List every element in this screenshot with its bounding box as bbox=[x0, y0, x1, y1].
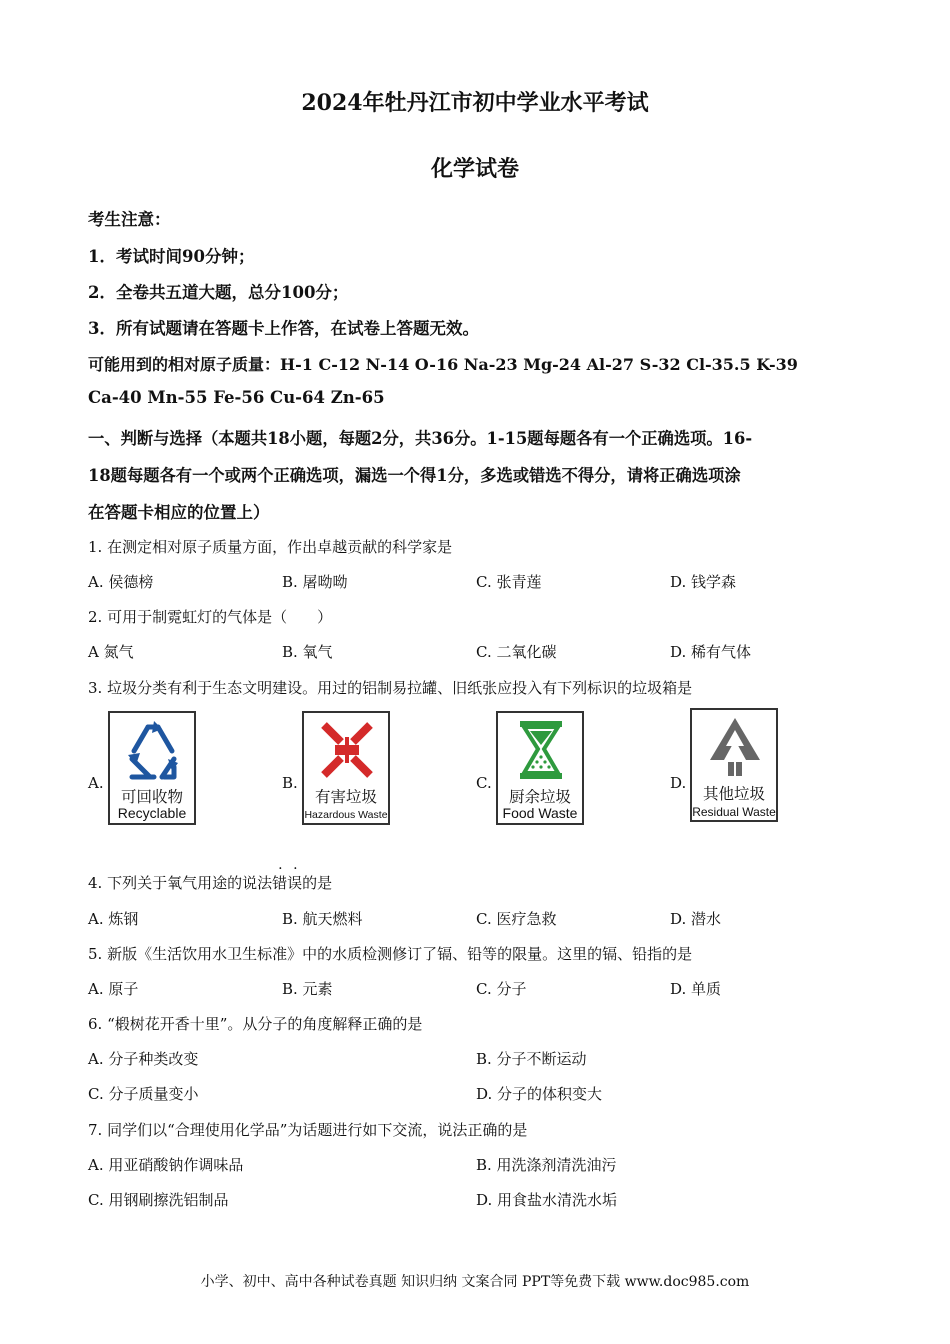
bin-label-en: Residual Waste bbox=[692, 805, 776, 819]
option-c: C. 分子质量变小 bbox=[88, 1085, 199, 1103]
option-d: D. 潜水 bbox=[670, 910, 722, 928]
section-heading: 18题每题各有一个或两个正确选项，漏选一个得1分，多选或错选不得分，请将正确选项涂 bbox=[88, 466, 741, 485]
bin-label-en: Food Waste bbox=[502, 805, 578, 821]
question-stem: 7. 同学们以“合理使用化学品”为话题进行如下交流，说法正确的是 bbox=[88, 1121, 528, 1139]
exam-subtitle: 化学试卷 bbox=[430, 156, 519, 182]
option-b: B. 屠呦呦 bbox=[282, 573, 348, 591]
question-stem: 5. 新版《生活饮用水卫生标准》中的水质检测修订了镉、铅等的限量。这里的镉、铅指的是 bbox=[88, 945, 693, 963]
notice-item: 3．所有试题请在答题卡上作答，在试卷上答题无效。 bbox=[88, 319, 479, 338]
option-d: D. 钱学森 bbox=[670, 573, 737, 591]
bin-label-en: Hazardous Waste bbox=[304, 809, 388, 821]
option-c: C. bbox=[476, 774, 492, 792]
option-c: C. 医疗急救 bbox=[476, 910, 557, 928]
question-stem: 1. 在测定相对原子质量方面，作出卓越贡献的科学家是 bbox=[88, 538, 453, 556]
option-c: C. 用钢刷擦洗铝制品 bbox=[88, 1191, 229, 1209]
atomic-mass-line: 可能用到的相对原子质量：H-1 C-12 N-14 O-16 Na-23 Mg-24 Al-27 S-32 Cl-35.5 K-39 bbox=[88, 355, 798, 374]
option-d: D. 分子的体积变大 bbox=[476, 1085, 603, 1103]
option-b: B. 航天燃料 bbox=[282, 910, 363, 928]
bin-label-zh: 有害垃圾 bbox=[314, 788, 377, 806]
stem-text: 的是 bbox=[302, 874, 333, 892]
stem-text: 4. 下列关于氧气用途的说法 bbox=[88, 874, 273, 892]
option-c: C. 二氧化碳 bbox=[476, 643, 557, 661]
option-c: C. 张青莲 bbox=[476, 573, 542, 591]
option-d: D. 稀有气体 bbox=[670, 643, 752, 661]
recyclable-bin-sign bbox=[108, 711, 196, 825]
option-d: D. bbox=[670, 774, 687, 792]
section-heading: 在答题卡相应的位置上） bbox=[88, 503, 270, 522]
emphasis-char: 误 bbox=[287, 874, 303, 892]
option-a: A. 用亚硝酸钠作调味品 bbox=[88, 1156, 244, 1174]
hazardous-bin-sign bbox=[302, 711, 390, 825]
recycle-arrows-icon bbox=[124, 719, 182, 781]
bin-label-en: Recyclable bbox=[117, 805, 187, 821]
option-d: D. 用食盐水清洗水垢 bbox=[476, 1191, 618, 1209]
option-b: B. 分子不断运动 bbox=[476, 1050, 587, 1068]
notice-item: 1．考试时间90分钟； bbox=[88, 247, 255, 266]
exam-title: 2024年牡丹江市初中学业水平考试 bbox=[301, 90, 649, 116]
option-a: A 氮气 bbox=[88, 643, 134, 661]
bin-label-zh: 其他垃圾 bbox=[702, 785, 765, 803]
question-stem bbox=[88, 872, 332, 893]
option-a: A. bbox=[88, 774, 104, 792]
section-heading: 一、判断与选择（本题共18小题，每题2分，共36分。1-15题每题各有一个正确选项。16- bbox=[88, 429, 753, 448]
option-a: A. 分子种类改变 bbox=[88, 1050, 199, 1068]
atomic-mass-line: Ca-40 Mn-55 Fe-56 Cu-64 Zn-65 bbox=[88, 388, 385, 407]
option-b: B. 元素 bbox=[282, 980, 333, 998]
page-footer: 小学、初中、高中各种试卷真题 知识归纳 文案合同 PPT等免费下载 www.doc985.com bbox=[200, 1274, 750, 1290]
tree-arrows-icon bbox=[706, 716, 764, 778]
option-a: A. 侯德榜 bbox=[88, 573, 154, 591]
notice-item: 2．全卷共五道大题，总分100分； bbox=[88, 283, 349, 302]
food-waste-bin-sign bbox=[496, 711, 584, 825]
option-a: A. 原子 bbox=[88, 980, 139, 998]
option-b: B. 氧气 bbox=[282, 643, 333, 661]
option-d: D. 单质 bbox=[670, 980, 722, 998]
option-b: B. 用洗涤剂清洗油污 bbox=[476, 1156, 617, 1174]
option-a: A. 炼钢 bbox=[88, 910, 139, 928]
option-b: B. bbox=[282, 774, 298, 792]
hourglass-icon bbox=[512, 719, 570, 781]
question-stem: 6. “椴树花开香十里”。从分子的角度解释正确的是 bbox=[88, 1015, 423, 1033]
bin-label-zh: 可回收物 bbox=[120, 788, 183, 806]
notice-heading: 考生注意： bbox=[88, 210, 171, 229]
residual-waste-bin-sign bbox=[690, 708, 778, 822]
emphasis-char: 错 bbox=[272, 874, 288, 892]
option-c: C. 分子 bbox=[476, 980, 527, 998]
bin-label-zh: 厨余垃圾 bbox=[508, 788, 571, 806]
hazard-cross-icon bbox=[318, 719, 376, 781]
question-stem: 2. 可用于制霓虹灯的气体是（ ） bbox=[88, 608, 333, 626]
question-stem: 3. 垃圾分类有利于生态文明建设。用过的铝制易拉罐、旧纸张应投入有下列标识的垃圾箱是 bbox=[88, 679, 693, 697]
